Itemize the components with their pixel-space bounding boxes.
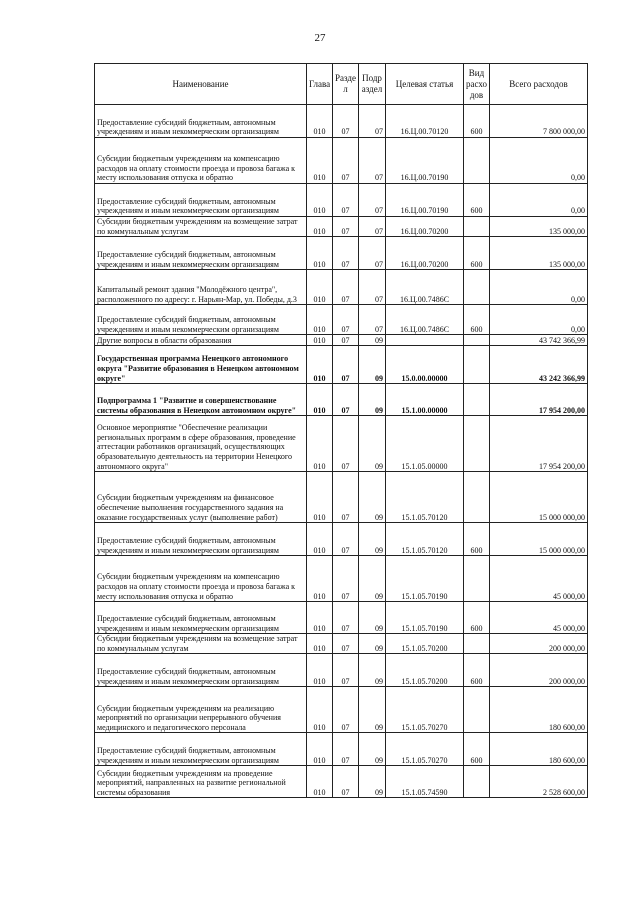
row-target: 15.1.05.70120 [386,523,464,556]
row-glava: 010 [307,184,333,217]
table-row [95,217,588,237]
table-row [95,305,588,335]
row-target: 15.1.05.74590 [386,766,464,798]
row-total: 45 000,00 [490,602,588,634]
row-total: 0,00 [490,138,588,184]
table-row [95,654,588,687]
row-name: Предоставление субсидий бюджетным, автономным учреждениям и иным некоммерческим организациям [95,237,307,270]
table-row [95,346,588,384]
row-razdel: 07 [333,270,359,305]
row-vid [464,687,490,733]
row-total: 2 528 600,00 [490,766,588,798]
table-row [95,733,588,766]
row-target: 15.1.05.70120 [386,472,464,523]
table-row [95,384,588,416]
header-name: Наименование [95,64,307,105]
row-name: Предоставление субсидий бюджетным, автономным учреждениям и иным некоммерческим организациям [95,105,307,138]
row-razdel: 07 [333,335,359,346]
row-podrazdel: 07 [359,184,386,217]
row-podrazdel: 09 [359,733,386,766]
row-podrazdel: 07 [359,270,386,305]
row-total: 180 600,00 [490,687,588,733]
table-header-row [95,64,588,105]
row-total: 17 954 200,00 [490,384,588,416]
row-total: 15 000 000,00 [490,523,588,556]
table-row [95,687,588,733]
row-glava: 010 [307,138,333,184]
row-name: Субсидии бюджетным учреждениям на финансовое обеспечение выполнения государственного задания на оказание государственных услуг (выполнение работ) [95,472,307,523]
table-row [95,556,588,602]
row-target: 15.1.05.70190 [386,602,464,634]
row-total: 0,00 [490,270,588,305]
row-total: 17 954 200,00 [490,416,588,472]
row-total: 135 000,00 [490,237,588,270]
table-row [95,237,588,270]
budget-table [94,63,588,798]
row-name: Предоставление субсидий бюджетным, автономным учреждениям и иным некоммерческим организациям [95,305,307,335]
row-podrazdel: 09 [359,766,386,798]
table-row [95,634,588,654]
row-target: 15.0.00.00000 [386,346,464,384]
table-row [95,602,588,634]
row-target: 15.1.05.70270 [386,687,464,733]
row-vid [464,766,490,798]
header-glava: Глава [307,64,333,105]
header-podrazdel: Подр аздел [359,64,386,105]
row-target: 16.Ц.00.7486С [386,305,464,335]
row-vid [464,335,490,346]
row-razdel: 07 [333,556,359,602]
row-vid [464,556,490,602]
row-vid: 600 [464,105,490,138]
row-vid [464,346,490,384]
row-razdel: 07 [333,766,359,798]
table-row [95,105,588,138]
row-total: 0,00 [490,305,588,335]
row-vid [464,138,490,184]
row-glava: 010 [307,217,333,237]
row-razdel: 07 [333,523,359,556]
row-razdel: 07 [333,416,359,472]
row-glava: 010 [307,237,333,270]
row-vid [464,270,490,305]
row-vid [464,472,490,523]
row-name: Предоставление субсидий бюджетным, автономным учреждениям и иным некоммерческим организациям [95,184,307,217]
row-name: Капитальный ремонт здания "Молодёжного центра", расположенного по адресу: г. Нарьян-Мар, ул. Победы, д.3 [95,270,307,305]
row-target: 15.1.00.00000 [386,384,464,416]
row-glava: 010 [307,523,333,556]
row-podrazdel: 07 [359,217,386,237]
row-target: 15.1.05.00000 [386,416,464,472]
row-razdel: 07 [333,305,359,335]
row-podrazdel: 09 [359,335,386,346]
row-podrazdel: 09 [359,472,386,523]
row-name: Предоставление субсидий бюджетным, автономным учреждениям и иным некоммерческим организациям [95,654,307,687]
row-podrazdel: 09 [359,687,386,733]
row-total: 180 600,00 [490,733,588,766]
row-total: 7 800 000,00 [490,105,588,138]
header-total: Всего расходов [490,64,588,105]
row-glava: 010 [307,346,333,384]
table-row [95,416,588,472]
row-glava: 010 [307,766,333,798]
row-vid: 600 [464,602,490,634]
row-razdel: 07 [333,654,359,687]
row-vid: 600 [464,184,490,217]
row-total: 135 000,00 [490,217,588,237]
row-target: 16.Ц.00.70200 [386,237,464,270]
header-vid: Вид расхо дов [464,64,490,105]
header-target: Целевая статья [386,64,464,105]
row-total: 45 000,00 [490,556,588,602]
row-podrazdel: 07 [359,237,386,270]
row-razdel: 07 [333,634,359,654]
row-target: 16.Ц.00.7486С [386,270,464,305]
row-glava: 010 [307,602,333,634]
row-glava: 010 [307,634,333,654]
row-total: 0,00 [490,184,588,217]
table-row [95,138,588,184]
row-total: 43 242 366,99 [490,346,588,384]
row-podrazdel: 09 [359,634,386,654]
row-vid: 600 [464,733,490,766]
row-target: 16.Ц.00.70120 [386,105,464,138]
row-razdel: 07 [333,217,359,237]
row-glava: 010 [307,687,333,733]
row-vid [464,416,490,472]
row-vid [464,634,490,654]
row-name: Предоставление субсидий бюджетным, автономным учреждениям и иным некоммерческим организациям [95,602,307,634]
row-total: 43 742 366,99 [490,335,588,346]
row-vid: 600 [464,523,490,556]
table-row [95,335,588,346]
row-razdel: 07 [333,184,359,217]
row-name: Предоставление субсидий бюджетным, автономным учреждениям и иным некоммерческим организациям [95,523,307,556]
row-podrazdel: 09 [359,523,386,556]
row-target: 15.1.05.70200 [386,654,464,687]
row-glava: 010 [307,654,333,687]
row-razdel: 07 [333,237,359,270]
row-target: 16.Ц.00.70190 [386,138,464,184]
row-name: Субсидии бюджетным учреждениям на возмещение затрат по коммунальным услугам [95,634,307,654]
row-total: 200 000,00 [490,654,588,687]
row-razdel: 07 [333,138,359,184]
row-total: 15 000 000,00 [490,472,588,523]
row-name: Предоставление субсидий бюджетным, автономным учреждениям и иным некоммерческим организациям [95,733,307,766]
row-name: Субсидии бюджетным учреждениям на компенсацию расходов на оплату стоимости проезда и провоза багажа к месту использования отпуска и обратно [95,556,307,602]
row-name: Основное мероприятие "Обеспечение реализации региональных программ в сфере образования, проведение аттестации работников организаций, осуществляющих образовательную деятельность на территории Ненецкого автономного округа" [95,416,307,472]
row-podrazdel: 09 [359,556,386,602]
row-vid [464,217,490,237]
row-name: Субсидии бюджетным учреждениям на проведение мероприятий, направленных на развитие региональной системы образования [95,766,307,798]
row-glava: 010 [307,472,333,523]
row-podrazdel: 09 [359,602,386,634]
row-razdel: 07 [333,602,359,634]
row-target: 16.Ц.00.70200 [386,217,464,237]
row-razdel: 07 [333,384,359,416]
row-target: 15.1.05.70190 [386,556,464,602]
row-glava: 010 [307,416,333,472]
row-podrazdel: 09 [359,654,386,687]
row-razdel: 07 [333,733,359,766]
row-podrazdel: 09 [359,346,386,384]
row-podrazdel: 07 [359,305,386,335]
table-row [95,270,588,305]
row-target: 15.1.05.70270 [386,733,464,766]
row-razdel: 07 [333,105,359,138]
row-glava: 010 [307,270,333,305]
row-podrazdel: 09 [359,416,386,472]
header-razdel: Разде л [333,64,359,105]
row-razdel: 07 [333,687,359,733]
table-row [95,766,588,798]
row-target [386,335,464,346]
row-name: Субсидии бюджетным учреждениям на компенсацию расходов на оплату стоимости проезда и провоза багажа к месту использования отпуска и обратно [95,138,307,184]
row-name: Подпрограмма 1 "Развитие и совершенствование системы образования в Ненецком автономном округе" [95,384,307,416]
row-glava: 010 [307,335,333,346]
row-target: 15.1.05.70200 [386,634,464,654]
table-row [95,472,588,523]
row-vid [464,384,490,416]
row-target: 16.Ц.00.70190 [386,184,464,217]
row-name: Государственная программа Ненецкого автономного округа "Развитие образования в Ненецком автономном округе" [95,346,307,384]
row-glava: 010 [307,384,333,416]
row-vid: 600 [464,654,490,687]
row-glava: 010 [307,733,333,766]
row-vid: 600 [464,305,490,335]
row-razdel: 07 [333,346,359,384]
row-name: Другие вопросы в области образования [95,335,307,346]
row-glava: 010 [307,556,333,602]
page-number: 27 [314,32,326,44]
row-glava: 010 [307,305,333,335]
row-podrazdel: 09 [359,384,386,416]
table-row [95,184,588,217]
row-name: Субсидии бюджетным учреждениям на реализацию мероприятий по организации непрерывного обучения медицинского и педагогического персонала [95,687,307,733]
row-total: 200 000,00 [490,634,588,654]
row-name: Субсидии бюджетным учреждениям на возмещение затрат по коммунальным услугам [95,217,307,237]
row-podrazdel: 07 [359,105,386,138]
table-row [95,523,588,556]
row-razdel: 07 [333,472,359,523]
row-glava: 010 [307,105,333,138]
row-vid: 600 [464,237,490,270]
row-podrazdel: 07 [359,138,386,184]
